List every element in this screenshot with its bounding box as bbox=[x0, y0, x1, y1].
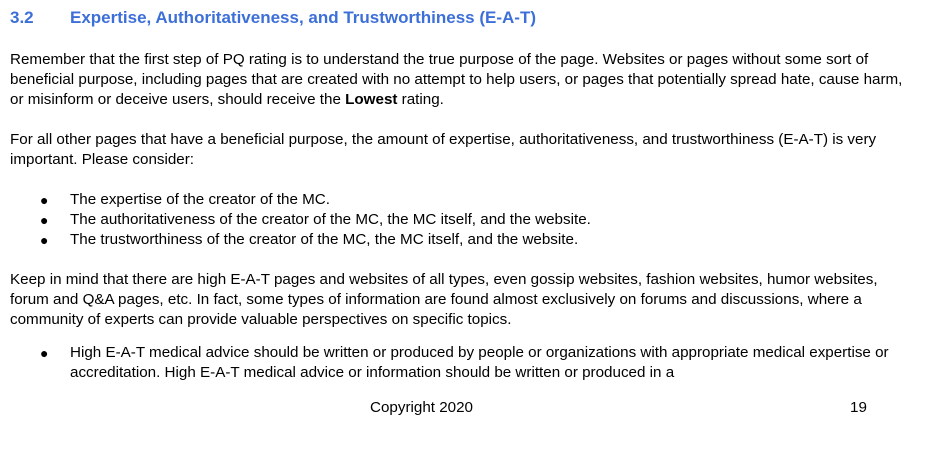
paragraph-purpose bbox=[10, 50, 920, 110]
bullet-icon: ● bbox=[40, 232, 49, 248]
medical-advice-list bbox=[10, 343, 920, 383]
eat-considerations-list bbox=[10, 190, 920, 250]
list-item bbox=[10, 190, 920, 210]
section-heading bbox=[10, 8, 536, 28]
list-item-text: The expertise of the creator of the MC. bbox=[70, 191, 330, 208]
list-item bbox=[10, 230, 920, 250]
paragraph-purpose-text: Remember that the first step of PQ rating is to understand the true purpose of the page. Websites or pages without some sort of beneficial purpose, including pages that are created with no attempt to help users, or pages that potentially spread hate, cause harm, or misinform or deceive users, should receive the bbox=[10, 51, 903, 108]
list-item bbox=[10, 343, 920, 383]
footer-copyright: Copyright 2020 bbox=[370, 399, 474, 416]
bullet-icon: ● bbox=[40, 212, 49, 228]
paragraph-high-eat-types: Keep in mind that there are high E-A-T pages and websites of all types, even gossip websites, fashion websites, humor websites, forum and Q&A pages, etc. In fact, some types of information are found almost exclusively on forums and discussions, where a community of experts can provide valuable perspectives on specific topics. bbox=[10, 271, 878, 328]
page-number: 19 bbox=[850, 399, 867, 416]
list-item-text: The authoritativeness of the creator of the MC, the MC itself, and the website. bbox=[70, 211, 591, 228]
list-item-text: The trustworthiness of the creator of the MC, the MC itself, and the website. bbox=[70, 231, 579, 248]
lowest-rating-emphasis: Lowest bbox=[345, 91, 398, 108]
section-title: Expertise, Authoritativeness, and Trustworthiness (E-A-T) bbox=[70, 8, 537, 27]
bullet-icon: ● bbox=[40, 345, 49, 361]
list-item bbox=[10, 210, 920, 230]
bullet-icon: ● bbox=[40, 192, 49, 208]
list-item-text: High E-A-T medical advice should be written or produced by people or organizations with appropriate medical expertise or accreditation. High E-A-T medical advice or information should be written or produced in a bbox=[70, 344, 889, 381]
paragraph-purpose-end: rating. bbox=[397, 91, 444, 108]
section-number: 3.2 bbox=[10, 8, 34, 27]
paragraph-eat-importance: For all other pages that have a beneficial purpose, the amount of expertise, authoritativeness, and trustworthiness (E-A-T) is very important. Please consider: bbox=[10, 131, 877, 168]
